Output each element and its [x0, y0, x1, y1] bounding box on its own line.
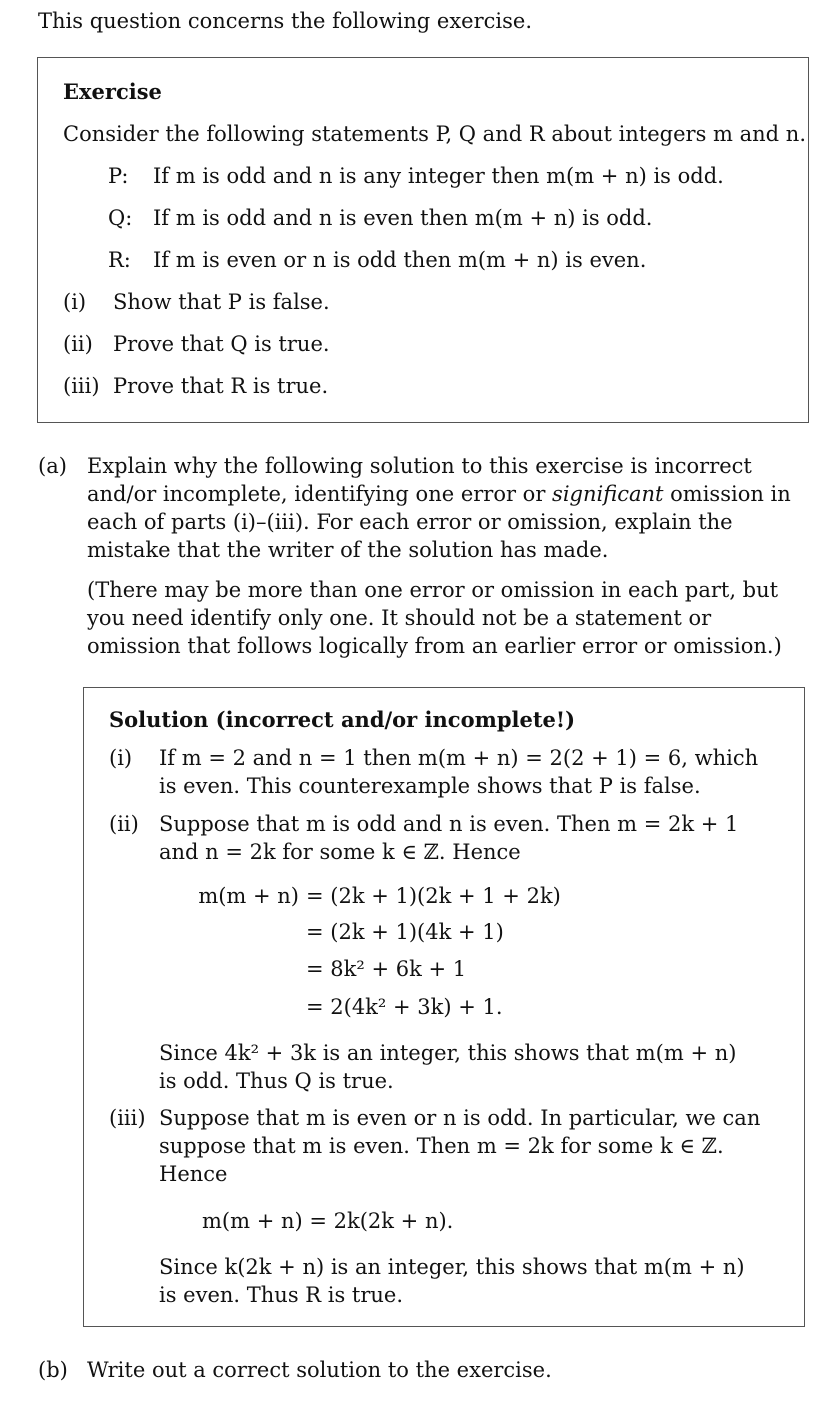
solution-ii-equation-line-4: = 2(4k² + 3k) + 1.: [306, 995, 503, 1019]
exercise-part-i-label: (i): [63, 290, 87, 314]
statement-p-text: If m is odd and n is any integer then m(m + n) is odd.: [153, 164, 724, 188]
solution-part-i-label: (i): [109, 746, 133, 770]
solution-heading: Solution (incorrect and/or incomplete!): [109, 707, 576, 732]
solution-ii-equation-line-3: = 8k² + 6k + 1: [306, 957, 467, 981]
exercise-box: [37, 57, 809, 423]
solution-iii-equation: m(m + n) = 2k(2k + n).: [202, 1209, 454, 1233]
solution-box: [83, 687, 805, 1327]
part-a-paragraph-2: (There may be more than one error or omission in each part, but you need identify only one. It should not be a statement or omission that follows logically from an earlier error or omission.): [87, 578, 782, 658]
part-b-text: Write out a correct solution to the exercise.: [87, 1358, 552, 1382]
solution-part-ii-label: (ii): [109, 812, 139, 836]
exercise-part-ii-label: (ii): [63, 332, 93, 356]
part-b-label: (b): [38, 1358, 68, 1382]
part-a-label: (a): [38, 454, 67, 478]
statement-r-label: R:: [108, 248, 131, 272]
solution-ii-equation-line-1: = (2k + 1)(2k + 1 + 2k): [306, 884, 561, 908]
solution-ii-equation-line-2: = (2k + 1)(4k + 1): [306, 920, 504, 944]
exercise-part-ii-text: Prove that Q is true.: [113, 332, 330, 356]
part-a-emphasis: significant: [552, 482, 664, 506]
statement-q-label: Q:: [108, 206, 133, 230]
exercise-part-iii-label: (iii): [63, 374, 100, 398]
exercise-lead: Consider the following statements P, Q and R about integers m and n.: [63, 122, 806, 146]
statement-q-text: If m is odd and n is even then m(m + n) is odd.: [153, 206, 653, 230]
statement-p-label: P:: [108, 164, 129, 188]
exercise-part-iii-text: Prove that R is true.: [113, 374, 329, 398]
solution-part-i-text: If m = 2 and n = 1 then m(m + n) = 2(2 + 1) = 6, which is even. This counterexample shows that P is false.: [159, 746, 759, 798]
solution-part-ii-text: Suppose that m is odd and n is even. Then m = 2k + 1 and n = 2k for some k ∈ ℤ. Hence: [159, 812, 739, 864]
exercise-part-i-text: Show that P is false.: [113, 290, 330, 314]
solution-ii-equation-lhs: m(m + n): [198, 884, 299, 908]
solution-part-iii-text: Suppose that m is even or n is odd. In particular, we can suppose that m is even. Then m = 2k for some k ∈ ℤ. Hence: [159, 1106, 761, 1186]
statement-r-text: If m is even or n is odd then m(m + n) is even.: [153, 248, 647, 272]
solution-part-iii-label: (iii): [109, 1106, 146, 1130]
solution-iii-conclusion: Since k(2k + n) is an integer, this shows that m(m + n) is even. Thus R is true.: [159, 1255, 745, 1307]
solution-ii-conclusion: Since 4k² + 3k is an integer, this shows that m(m + n) is odd. Thus Q is true.: [159, 1041, 737, 1093]
exercise-heading: Exercise: [63, 79, 162, 104]
part-a-paragraph-1: Explain why the following solution to this exercise is incorrect and/or incomplete, identifying one error or significant omission in each of parts (i)–(iii). For each error or omission, explain the mistake that the writer of the solution has made.: [87, 454, 791, 562]
intro-text: This question concerns the following exercise.: [38, 9, 532, 33]
